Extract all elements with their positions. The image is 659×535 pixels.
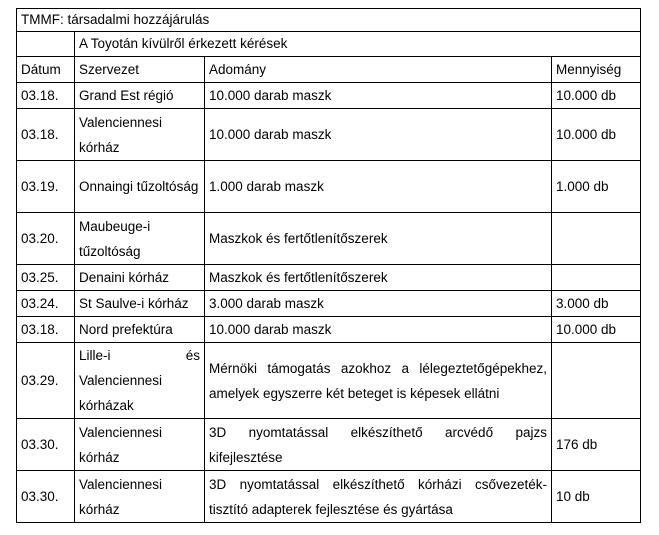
cell-organization: Valenciennesi kórház [75, 419, 205, 471]
header-organization: Szervezet [75, 57, 205, 83]
table-row [17, 213, 641, 265]
cell-date: 03.30. [17, 471, 75, 523]
document-page [16, 8, 640, 523]
cell-quantity: 10.000 db [552, 317, 641, 343]
cell-date: 03.18. [17, 109, 75, 161]
cell-quantity: 176 db [552, 419, 641, 471]
cell-organization: Onnaingi tűzoltóság [75, 161, 205, 213]
cell-organization: Nord prefektúra [75, 317, 205, 343]
cell-donation: 10.000 darab maszk [205, 83, 552, 109]
table-row [17, 291, 641, 317]
header-quantity: Mennyiség [552, 57, 641, 83]
table-row [17, 265, 641, 291]
cell-quantity: 10.000 db [552, 109, 641, 161]
table-header-row [17, 57, 641, 83]
cell-date: 03.18. [17, 317, 75, 343]
subtitle-spacer-cell [17, 32, 75, 57]
cell-donation: 3D nyomtatással elkészíthető kórházi csővezeték-tisztító adapterek fejlesztése és gyártása [205, 471, 552, 523]
cell-date: 03.18. [17, 83, 75, 109]
cell-quantity: 1.000 db [552, 161, 641, 213]
cell-organization: Valenciennesi kórház [75, 471, 205, 523]
table-title-row [17, 9, 641, 32]
table-subtitle: A Toyotán kívülről érkezett kérések [75, 32, 641, 57]
table-subtitle-row [17, 32, 641, 57]
table-row [17, 161, 641, 213]
cell-organization: Maubeuge-i tűzoltóság [75, 213, 205, 265]
cell-organization: Grand Est régió [75, 83, 205, 109]
cell-quantity: 3.000 db [552, 291, 641, 317]
table-row [17, 343, 641, 419]
cell-organization: St Saulve-i kórház [75, 291, 205, 317]
cell-date: 03.30. [17, 419, 75, 471]
table-row [17, 83, 641, 109]
cell-donation: 3.000 darab maszk [205, 291, 552, 317]
cell-date: 03.29. [17, 343, 75, 419]
table-row [17, 471, 641, 523]
cell-donation: Maszkok és fertőtlenítőszerek [205, 213, 552, 265]
cell-quantity [552, 213, 641, 265]
cell-donation: 10.000 darab maszk [205, 109, 552, 161]
cell-date: 03.20. [17, 213, 75, 265]
header-date: Dátum [17, 57, 75, 83]
cell-quantity: 10 db [552, 471, 641, 523]
cell-donation: Mérnöki támogatás azokhoz a lélegeztetőgépekhez, amelyek egyszerre két beteget is képesek ellátni [205, 343, 552, 419]
cell-organization: Valenciennesi kórház [75, 109, 205, 161]
header-donation: Adomány [205, 57, 552, 83]
cell-date: 03.24. [17, 291, 75, 317]
cell-quantity [552, 265, 641, 291]
cell-quantity [552, 343, 641, 419]
cell-organization: Lille-i és Valenciennesi kórházak [75, 343, 205, 419]
table-title: TMMF: társadalmi hozzájárulás [17, 9, 641, 32]
cell-donation: Maszkok és fertőtlenítőszerek [205, 265, 552, 291]
cell-date: 03.25. [17, 265, 75, 291]
cell-donation: 1.000 darab maszk [205, 161, 552, 213]
table-row [17, 109, 641, 161]
table-row [17, 317, 641, 343]
cell-donation: 10.000 darab maszk [205, 317, 552, 343]
cell-donation: 3D nyomtatással elkészíthető arcvédő pajzs kifejlesztése [205, 419, 552, 471]
donations-table [16, 8, 641, 523]
cell-organization: Denaini kórház [75, 265, 205, 291]
cell-date: 03.19. [17, 161, 75, 213]
cell-quantity: 10.000 db [552, 83, 641, 109]
table-row [17, 419, 641, 471]
